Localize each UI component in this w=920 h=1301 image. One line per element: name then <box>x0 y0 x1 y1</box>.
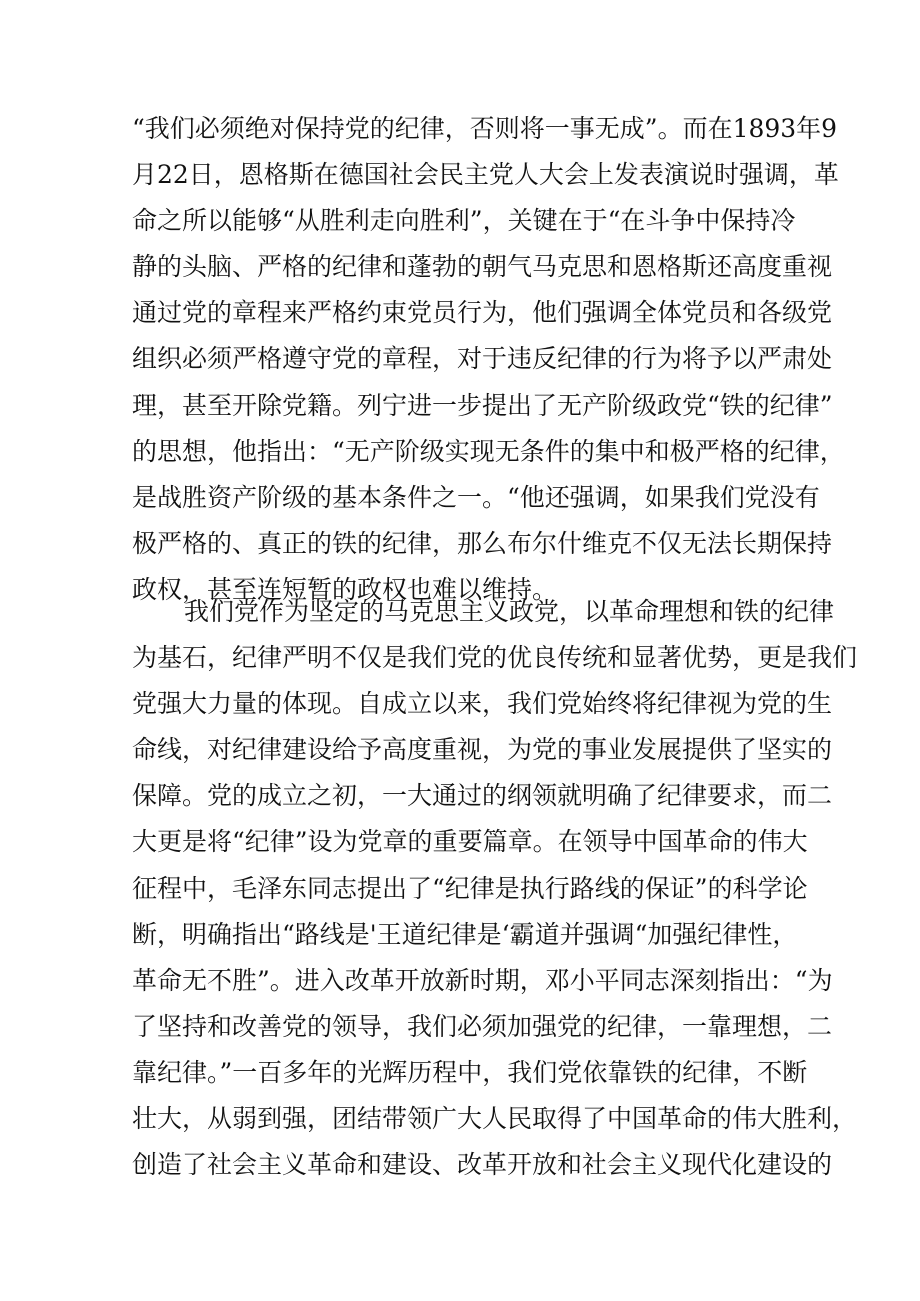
paragraph-1-line-5: 通过党的章程来严格约束党员行为，他们强调全体党员和各级党 <box>132 298 833 328</box>
paragraph-1-line-2: 月22日，恩格斯在德国社会民主党人大会上发表演说时强调，革 <box>132 160 839 190</box>
paragraph-2-line-9: 革命无不胜”。进入改革开放新时期，邓小平同志深刻指出：“为 <box>132 965 833 995</box>
paragraph-2-line-3: 党强大力量的体现。自成立以来，我们党始终将纪律视为党的生 <box>132 689 833 719</box>
paragraph-1-line-4: 静的头脑、严格的纪律和蓬勃的朝气马克思和恩格斯还高度重视 <box>132 252 833 282</box>
paragraph-2-line-12: 壮大，从弱到强，团结带领广大人民取得了中国革命的伟大胜利， <box>132 1104 858 1134</box>
paragraph-2 <box>132 589 858 1188</box>
paragraph-2-line-10: 了坚持和改善党的领导，我们必须加强党的纪律，一靠理想，二 <box>132 1011 833 1041</box>
paragraph-2-line-4: 命线，对纪律建设给予高度重视，为党的事业发展提供了坚实的 <box>132 735 833 765</box>
paragraph-1-line-1: “我们必须绝对保持党的纪律，否则将一事无成”。而在1893年9 <box>132 114 838 143</box>
paragraph-1 <box>132 106 845 613</box>
paragraph-2-line-13: 创造了社会主义革命和建设、改革开放和社会主义现代化建设的 <box>132 1150 833 1180</box>
paragraph-1-line-9: 是战胜资产阶级的基本条件之一。“他还强调，如果我们党没有 <box>132 482 820 512</box>
paragraph-2-line-8: 断，明确指出“路线是'王道纪律是‘霸道并强调“加强纪律性， <box>132 919 798 949</box>
paragraph-1-line-3: 命之所以能够“从胜利走向胜利”，关键在于“在斗争中保持冷 <box>132 206 796 236</box>
paragraph-2-line-5: 保障。党的成立之初，一大通过的纲领就明确了纪律要求，而二 <box>132 781 833 811</box>
paragraph-2-line-6: 大更是将“纪律”设为党章的重要篇章。在领导中国革命的伟大 <box>132 827 808 857</box>
paragraph-1-line-10: 极严格的、真正的铁的纪律，那么布尔什维克不仅无法长期保持 <box>132 528 833 558</box>
paragraph-2-line-2: 为基石，纪律严明不仅是我们党的优良传统和显著优势，更是我们 <box>132 643 858 673</box>
paragraph-1-line-11: 政权，甚至连短暂的政权也难以维持。 <box>132 574 558 604</box>
paragraph-1-line-8: 的思想，他指出：“无产阶级实现无条件的集中和极严格的纪律， <box>132 436 845 466</box>
paragraph-2-line-1: 我们党作为坚定的马克思主义政党，以革命理想和铁的纪律 <box>184 597 835 626</box>
paragraph-2-line-7: 征程中，毛泽东同志提出了“纪律是执行路线的保证”的科学论 <box>132 873 808 903</box>
paragraph-1-line-6: 组织必须严格遵守党的章程，对于违反纪律的行为将予以严肃处 <box>132 344 833 374</box>
paragraph-2-line-11: 靠纪律。”一百多年的光辉历程中，我们党依靠铁的纪律，不断 <box>132 1057 808 1087</box>
paragraph-1-line-7: 理，甚至开除党籍。列宁进一步提出了无产阶级政党“铁的纪律” <box>132 390 833 420</box>
